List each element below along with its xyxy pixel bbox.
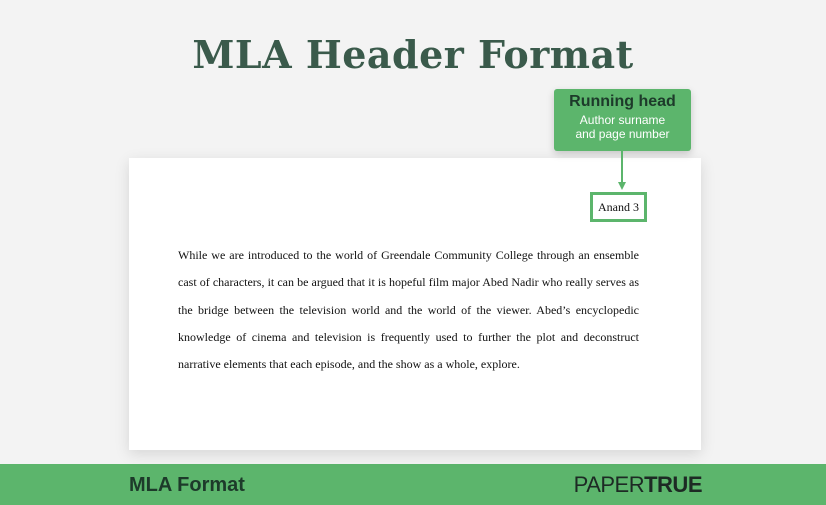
brand-part-paper: PAPER xyxy=(573,472,645,497)
callout-arrow-icon xyxy=(617,151,627,192)
running-head-box: Anand 3 xyxy=(590,192,647,222)
footer-bar xyxy=(0,464,826,505)
brand-part-true: TRUE xyxy=(644,472,702,497)
document-body-paragraph: While we are introduced to the world of Greendale Community College through an ensemble cast of characters, it can be argued that it is hopeful film major Abed Nadir who really serves as the bridge between the television world and the world of the viewer. Abed’s encyclopedic knowledge of cinema and television is frequently used to further the plot and deconstruct narrative elements that each episode, and the show as a whole, explore. xyxy=(178,248,639,372)
brand-logo xyxy=(574,473,702,497)
callout-title: Running head xyxy=(569,93,676,110)
document-page xyxy=(129,158,701,450)
page-title: MLA Header Format xyxy=(192,32,634,77)
footer-label: MLA Format xyxy=(129,474,245,496)
callout-subtitle-line1: Author surname xyxy=(579,113,666,127)
callout-subtitle-line2: and page number xyxy=(575,127,670,141)
running-head-callout xyxy=(554,89,691,151)
